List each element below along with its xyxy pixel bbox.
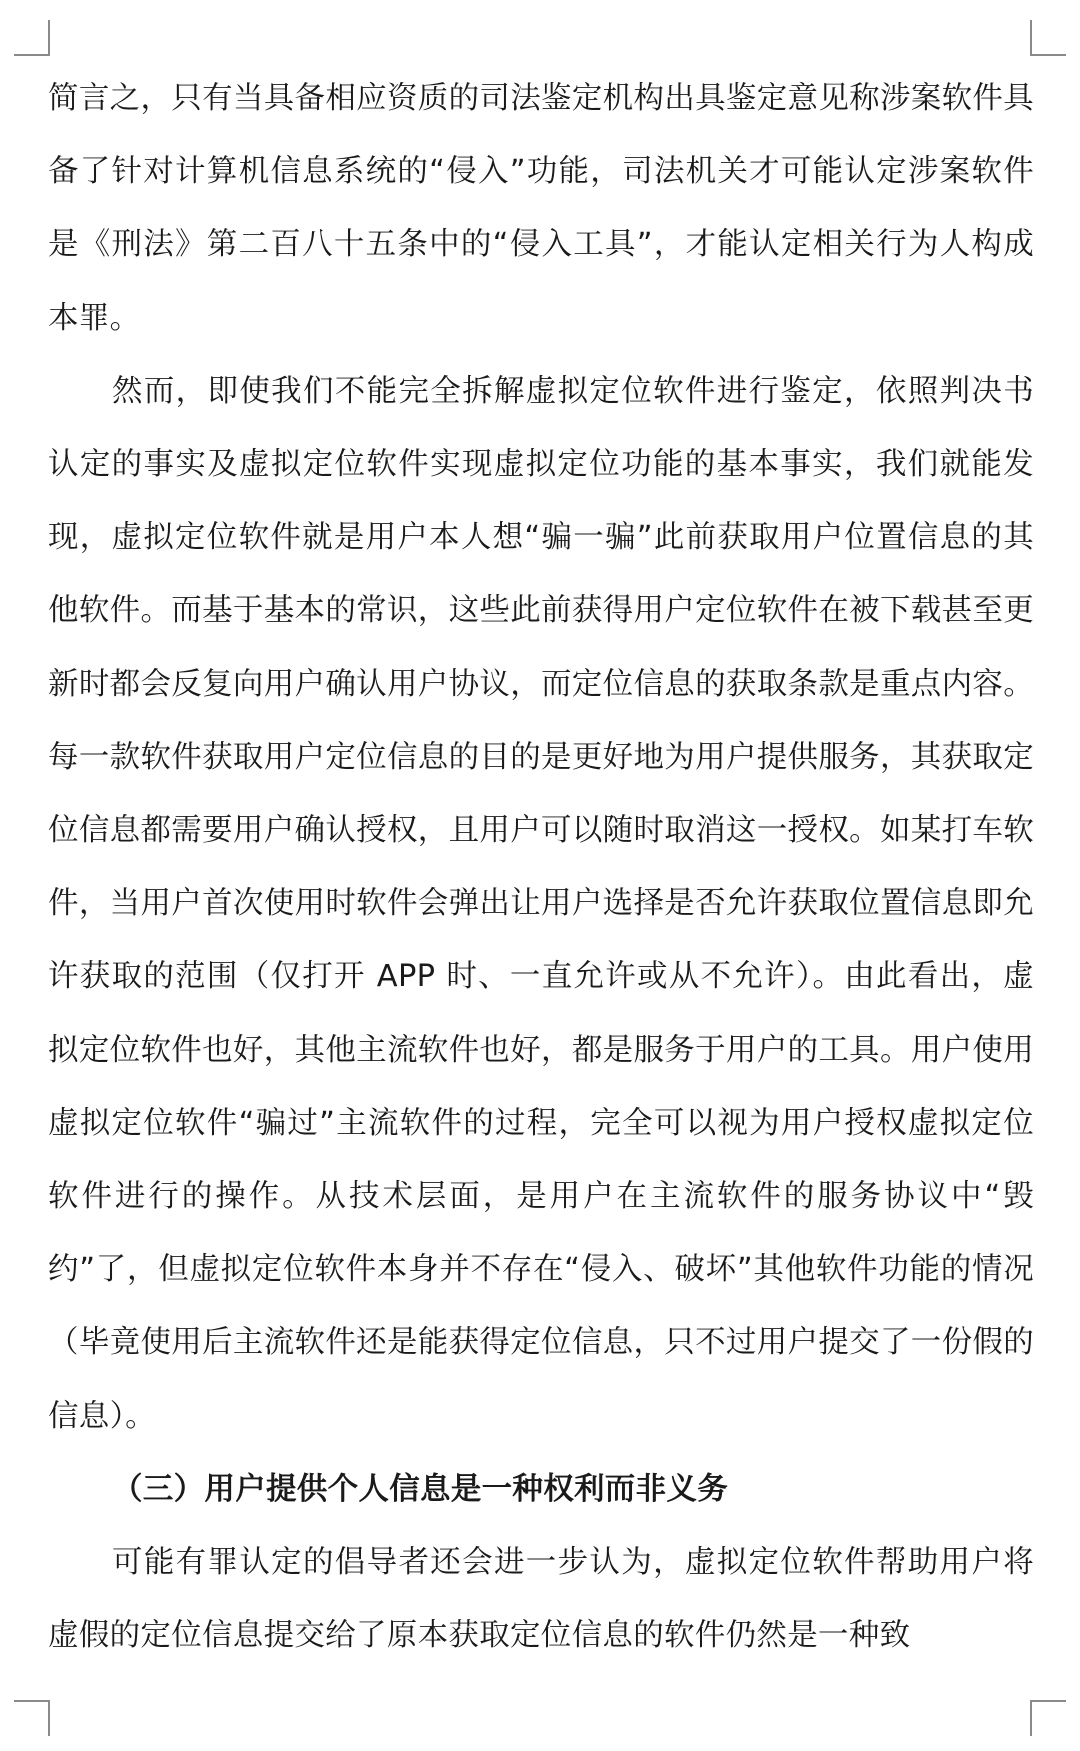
crop-mark-top-left — [14, 20, 50, 56]
crop-mark-bottom-right — [1030, 1700, 1066, 1736]
crop-mark-top-right — [1030, 20, 1066, 56]
section-heading: （三）用户提供个人信息是一种权利而非义务 — [112, 1471, 728, 1507]
crop-mark-bottom-left — [14, 1700, 50, 1736]
paragraph-conclusion: 简言之，只有当具备相应资质的司法鉴定机构出具鉴定意见称涉案软件具备了针对计算机信息系统的“侵入”功能，司法机关才可能认定涉案软件是《刑法》第二百八十五条中的“侵入工具”，才能认定相关行为人构成本罪。 — [48, 81, 1034, 336]
document-body — [48, 62, 1034, 1672]
paragraph-continuation: 可能有罪认定的倡导者还会进一步认为，虚拟定位软件帮助用户将虚假的定位信息提交给了原本获取定位信息的软件仍然是一种致 — [48, 1545, 1034, 1654]
paragraph-analysis: 然而，即使我们不能完全拆解虚拟定位软件进行鉴定，依照判决书认定的事实及虚拟定位软件实现虚拟定位功能的基本事实，我们就能发现，虚拟定位软件就是用户本人想“骗一骗”此前获取用户位置信息的其他软件。而基于基本的常识，这些此前获得用户定位软件在被下载甚至更新时都会反复向用户确认用户协议，而定位信息的获取条款是重点内容。每一款软件获取用户定位信息的目的是更好地为用户提供服务，其获取定位信息都需要用户确认授权，且用户可以随时取消这一授权。如某打车软件，当用户首次使用时软件会弹出让用户选择是否允许获取位置信息即允许获取的范围（仅打开 APP 时、一直允许或从不允许）。由此看出，虚拟定位软件也好，其他主流软件也好，都是服务于用户的工具。用户使用虚拟定位软件“骗过”主流软件的过程，完全可以视为用户授权虚拟定位软件进行的操作。从技术层面，是用户在主流软件的服务协议中“毁约”了，但虚拟定位软件本身并不存在“侵入、破坏”其他软件功能的情况（毕竟使用后主流软件还是能获得定位信息，只不过用户提交了一份假的信息）。 — [48, 373, 1034, 1434]
